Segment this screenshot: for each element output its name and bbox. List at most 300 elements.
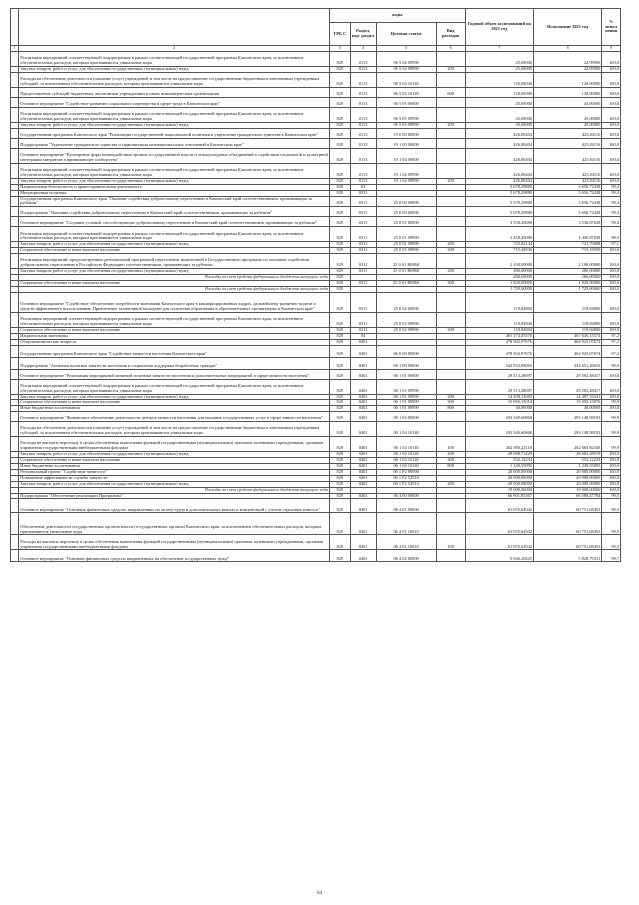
table-row — [11, 345, 621, 357]
row-target-article: 06 1 P2 52910 — [376, 481, 436, 487]
index-cell — [11, 227, 19, 242]
row-plan: 293 340,60868 — [465, 412, 533, 422]
row-plan: 61 055,64942 — [465, 513, 533, 535]
row-percent: 100,0 — [602, 458, 621, 464]
header-percent: % испол нения — [602, 9, 621, 46]
index-cell — [11, 550, 19, 562]
row-razdel: 0311 — [350, 280, 376, 286]
row-note: Расходы за счет средств федерального бюджета текущего года — [19, 487, 330, 493]
row-expense-type: 200 — [436, 481, 465, 487]
budget-table — [10, 8, 621, 562]
row-percent: 100,0 — [602, 67, 621, 73]
row-expense-type: 800 — [436, 464, 465, 470]
row-plan: 14 408,13083 — [465, 394, 533, 400]
row-plan: 29 513,28097 — [465, 369, 533, 379]
row-grbs: 829 — [329, 499, 350, 513]
row-razdel: 0401 — [350, 345, 376, 357]
row-percent: 100,0 — [602, 469, 621, 475]
row-name: Социальное обеспечение и иные выплаты населению — [19, 280, 330, 286]
row-name: Реализация мероприятий соответствующей подпрограммы в рамках соответствующей государственной программы Камчатского края, за исключением обеспечительных расходов, которым присваиваются уникальные коды — [19, 227, 330, 242]
index-cell — [11, 379, 19, 394]
row-percent: 100,0 — [602, 254, 621, 269]
row-name: Социальное обеспечение и иные выплаты населению — [19, 327, 330, 333]
row-target-article: 06 5 04 09990 — [376, 52, 436, 67]
row-expense-type — [436, 148, 465, 163]
row-grbs: 829 — [329, 227, 350, 242]
header-name-cell — [19, 9, 330, 46]
row-plan: 45,00000 — [465, 107, 533, 122]
row-plan: 25,00000 — [465, 52, 533, 67]
row-plan: 45,00000 — [465, 122, 533, 128]
row-expense-type: 100 — [436, 437, 465, 452]
row-percent: 100,0 — [602, 138, 621, 148]
row-name: Расходы на обеспечение деятельности (оказание услуг) учреждений, в том числе на предоставление государственным бюджетным и автономным учреждениям субсидий, за исключением обеспечительных расходов, которым присваиваются уникальные коды — [19, 422, 330, 437]
row-plan: 552,12234 — [465, 458, 533, 464]
row-percent: 99,4 — [602, 184, 621, 190]
row-razdel: 0401 — [350, 458, 376, 464]
row-expense-type: 600 — [436, 87, 465, 97]
row-note: Расходы за счет средств федерального бюджета текущего года — [19, 275, 330, 281]
row-target-article: 25 0 01 00000 — [376, 217, 436, 227]
table-row — [11, 72, 621, 87]
table-row — [11, 148, 621, 163]
table-row — [11, 422, 621, 437]
row-plan: 120,00000 — [465, 87, 533, 97]
column-number: 2 — [19, 46, 330, 52]
row-expense-type — [436, 292, 465, 312]
row-name: Региональный проект "Содействие занятости" — [19, 469, 330, 475]
header-grbs: ГРБ С — [329, 23, 350, 46]
row-target-article: 06 4 01 00000 — [376, 499, 436, 513]
row-expense-type — [436, 254, 465, 269]
row-razdel: 0311 — [350, 190, 376, 196]
row-expense-type: 200 — [436, 122, 465, 128]
row-razdel: 0113 — [350, 107, 376, 122]
row-percent: 99,9 — [602, 357, 621, 369]
row-grbs: 829 — [329, 254, 350, 269]
row-execution: 5 828,79331 — [533, 550, 601, 562]
row-grbs: 829 — [329, 357, 350, 369]
row-grbs: 829 — [329, 122, 350, 128]
row-expense-type — [436, 138, 465, 148]
row-execution: 342 651,46610 — [533, 357, 601, 369]
row-razdel: 0401 — [350, 499, 376, 513]
row-target-article: 06 1 04 10140 — [376, 437, 436, 452]
index-cell — [11, 513, 19, 535]
row-expense-type — [436, 52, 465, 67]
row-percent: 99,9 — [602, 412, 621, 422]
row-razdel: 0113 — [350, 128, 376, 138]
row-target-article: 06 5 05 00000 — [376, 97, 436, 107]
row-expense-type — [436, 345, 465, 357]
row-grbs: 829 — [329, 327, 350, 333]
row-percent: 100,0 — [602, 464, 621, 470]
row-grbs: 829 — [329, 345, 350, 357]
row-grbs: 829 — [329, 128, 350, 138]
row-grbs: 829 — [329, 312, 350, 327]
row-name: Основное мероприятие "Создание условий, способствующих добровольному переселению в Камчатский край соотечественников, проживающих за рубежом" — [19, 217, 330, 227]
row-name: Национальная безопасность и правоохранительная деятельность — [19, 184, 330, 190]
row-expense-type — [436, 72, 465, 87]
row-name: Реализация мероприятий соответствующей подпрограммы в рамках соответствующей государственной программы Камчатского края, за исключением обеспечительных расходов, которым присваиваются уникальные коды — [19, 379, 330, 394]
row-razdel: 0401 — [350, 493, 376, 499]
row-razdel: 0311 — [350, 242, 376, 248]
row-plan: 5 846,20425 — [465, 550, 533, 562]
row-execution: 464 925,07674 — [533, 345, 601, 357]
index-cell — [11, 422, 19, 437]
row-name: Предоставление субсидий бюджетным, автономным учреждениям и иным некоммерческим организациям — [19, 87, 330, 97]
row-grbs: 829 — [329, 437, 350, 452]
row-razdel: 0401 — [350, 394, 376, 400]
column-number: 5 — [376, 46, 436, 52]
row-expense-type: 800 — [436, 406, 465, 412]
row-grbs: 829 — [329, 217, 350, 227]
row-razdel: 0113 — [350, 163, 376, 178]
index-cell — [11, 292, 19, 312]
row-execution: 45,00000 — [533, 122, 601, 128]
row-plan: 66 901,85367 — [465, 493, 533, 499]
row-plan: 1 249,55095 — [465, 464, 533, 470]
row-expense-type: 300 — [436, 248, 465, 254]
row-grbs: 829 — [329, 87, 350, 97]
row-plan: 342 853,88065 — [465, 357, 533, 369]
row-razdel: 0401 — [350, 475, 376, 481]
row-grbs: 829 — [329, 248, 350, 254]
row-target-article: 25 0 01 09990 — [376, 227, 436, 242]
table-row — [11, 207, 621, 217]
row-execution: 14 407,33341 — [533, 394, 601, 400]
row-razdel: 03 — [350, 184, 376, 190]
row-expense-type: 200 — [436, 452, 465, 458]
row-execution: 20 000,00000 — [533, 469, 601, 475]
row-plan: 119,84800 — [465, 327, 533, 333]
row-grbs: 829 — [329, 190, 350, 196]
row-target-article: 06 1 01 09990 — [376, 400, 436, 406]
row-razdel: 0401 — [350, 339, 376, 345]
row-grbs: 829 — [329, 196, 350, 207]
row-razdel: 0311 — [350, 248, 376, 254]
row-grbs: 829 — [329, 481, 350, 487]
row-plan: 25,00000 — [465, 67, 533, 73]
row-razdel: 0113 — [350, 52, 376, 67]
row-target-article: 25 0 01 09990 — [376, 248, 436, 254]
row-name: Подпрограмма "Активная политика занятости населения и социальная поддержка безработных граждан" — [19, 357, 330, 369]
row-execution: 60 751,68453 — [533, 535, 601, 550]
row-percent: 99,4 — [602, 196, 621, 207]
row-grbs: 829 — [329, 535, 350, 550]
row-execution: 19 000,00000 — [533, 487, 601, 493]
row-percent: 97,2 — [602, 345, 621, 357]
row-note: Расходы за счет средств федерального бюджета текущего года — [19, 286, 330, 292]
row-execution: 29 502,48417 — [533, 379, 601, 394]
row-execution: 20 000,00000 — [533, 481, 601, 487]
row-target-article: 06 5 04 10140 — [376, 87, 436, 97]
row-percent: 100,0 — [602, 163, 621, 178]
row-percent: 99,9 — [602, 400, 621, 406]
table-row — [11, 217, 621, 227]
row-target-article: 25 0 01 R0860 — [376, 280, 436, 286]
row-grbs: 829 — [329, 475, 350, 481]
row-grbs: 829 — [329, 412, 350, 422]
row-target-article: 25 0 00 00000 — [376, 196, 436, 207]
row-name: Расходы на выплаты персоналу в целях обеспечения выполнения функций государственными (муниципальными) органами, казенными учреждениями, органами управления государственными внебюджетными фондами — [19, 535, 330, 550]
row-name: Социальное обеспечение и иные выплаты населению — [19, 248, 330, 254]
row-target-article: 06 1 04 10140 — [376, 458, 436, 464]
row-plan: 5 678,29880 — [465, 196, 533, 207]
row-plan: 2 100,00000 — [465, 254, 533, 269]
row-target-article: 06 5 04 09990 — [376, 67, 436, 73]
column-number: 7 — [465, 46, 533, 52]
row-grbs: 829 — [329, 339, 350, 345]
row-expense-type — [436, 513, 465, 535]
row-razdel: 04 — [350, 333, 376, 339]
table-row — [11, 312, 621, 327]
row-grbs: 829 — [329, 333, 350, 339]
row-razdel: 0311 — [350, 292, 376, 312]
header-razdel: Раздел, под- раздел — [350, 23, 376, 46]
row-execution: 721,70688 — [533, 242, 601, 248]
row-grbs: 829 — [329, 72, 350, 87]
row-target-article: 06 4 01 10010 — [376, 535, 436, 550]
row-grbs: 829 — [329, 406, 350, 412]
row-percent: 99,4 — [602, 217, 621, 227]
row-expense-type: 200 — [436, 242, 465, 248]
row-razdel: 0311 — [350, 327, 376, 333]
row-percent: 99,5 — [602, 493, 621, 499]
row-plan: 120,00000 — [465, 72, 533, 87]
row-name: Закупка товаров, работ и услуг для обеспечения государственных (муниципальных) нужд — [19, 178, 330, 184]
row-expense-type: 300 — [436, 400, 465, 406]
row-execution: 20 000,00000 — [533, 475, 601, 481]
index-cell — [11, 254, 19, 269]
row-grbs: 829 — [329, 280, 350, 286]
row-name: Основное мероприятие "Основные финансовых средств, направленных на оплату труда и дополнительных выплат и компенсаций с учетом страховых взносов" — [19, 499, 330, 513]
row-percent: 100,0 — [602, 406, 621, 412]
row-name: Расходы на выплаты персоналу в целях обеспечения выполнения функций государственными (муниципальными) органами, казенными учреждениями, органами управления государственными внебюджетными фондами — [19, 437, 330, 452]
row-percent: 100,0 — [602, 394, 621, 400]
row-razdel: 0401 — [350, 469, 376, 475]
row-expense-type: 300 — [436, 327, 465, 333]
row-razdel: 0311 — [350, 254, 376, 269]
row-expense-type — [436, 107, 465, 122]
row-plan: 5 678,29880 — [465, 207, 533, 217]
row-plan: 45,00000 — [465, 97, 533, 107]
row-expense-type — [436, 312, 465, 327]
row-razdel: 0401 — [350, 412, 376, 422]
row-target-article: 06 1 00 00000 — [376, 357, 436, 369]
row-execution: 715,16950 — [533, 248, 601, 254]
row-execution: 119,84800 — [533, 312, 601, 327]
row-name: Реализация мероприятий, предусмотренных региональной программой переселения, включенной в Государственную программу по оказанию содействия добровольному переселению в Российскую Федерацию соотечественников, проживающих за рубежом — [19, 254, 330, 269]
row-name: Закупка товаров, работ и услуг для обеспечения государственных (муниципальных) нужд — [19, 122, 330, 128]
row-percent: 100,0 — [602, 312, 621, 327]
row-target-article: 19 1 04 09990 — [376, 178, 436, 184]
row-target-article: 06 1 01 00000 — [376, 369, 436, 379]
row-name: Основное мероприятие "Расширение форм взаимодействия органов государственной власти и этнокультурных объединений в содействии социальной и культурной интеграции мигрантов в принимающее сообщество" — [19, 148, 330, 163]
row-target-article: 19 1 04 09990 — [376, 163, 436, 178]
row-target-article: 06 4 00 00000 — [376, 493, 436, 499]
row-name: Закупка товаров, работ и услуг для обеспечения государственных (муниципальных) нужд — [19, 452, 330, 458]
row-grbs: 829 — [329, 286, 350, 292]
column-number: 3 — [329, 46, 350, 52]
header-expense-type: Вид расходов — [436, 23, 465, 46]
row-target-article: 06 1 01 09990 — [376, 406, 436, 412]
row-name: Иные бюджетные ассигнования — [19, 464, 330, 470]
row-expense-type: 100 — [436, 535, 465, 550]
row-percent: 100,0 — [602, 292, 621, 312]
row-target-article: 25 0 01 R0860 — [376, 254, 436, 269]
table-row — [11, 379, 621, 394]
row-name: Социальное обеспечение и иные выплаты населению — [19, 458, 330, 464]
row-name: Расходы на обеспечение деятельности (оказание услуг) учреждений, в том числе на предоставление государственным бюджетным и автономным учреждениям субсидий, за исключением обеспечительных расходов, которым присваиваются уникальные коды — [19, 72, 330, 87]
row-name: Подпрограмма "Укрепление гражданского единства и гармонизация межнациональных отношений в Камчатском крае" — [19, 138, 330, 148]
row-plan: 5 678,29880 — [465, 184, 533, 190]
row-expense-type: 300 — [436, 458, 465, 464]
row-percent: 97,2 — [602, 339, 621, 345]
index-cell — [11, 87, 19, 97]
row-name: Основное мероприятие "Основное финансовых средств, направленных на обеспечение государственных нужд" — [19, 550, 330, 562]
row-target-article: 06 1 P2 52910 — [376, 475, 436, 481]
table-body — [11, 52, 621, 562]
row-percent: 100,0 — [602, 148, 621, 163]
row-percent: 100,0 — [602, 107, 621, 122]
row-expense-type — [436, 128, 465, 138]
page-number: 64 — [317, 891, 322, 896]
row-plan: 293 340,60868 — [465, 422, 533, 437]
header-target-article: Целевая статья — [376, 23, 436, 46]
row-plan: 61 055,64942 — [465, 499, 533, 513]
table-row — [11, 369, 621, 379]
row-execution: 66 580,47784 — [533, 493, 601, 499]
row-grbs: 829 — [329, 52, 350, 67]
row-razdel: 0113 — [350, 148, 376, 163]
row-name: Основное мероприятие "Реализация мероприятий активной политики занятости населения и дополнительных мероприятий в сфере занятости населения" — [19, 369, 330, 379]
row-name: Реализация мероприятий соответствующей подпрограммы в рамках соответствующей государственной программы Камчатского края, за исключением обеспечительных расходов, которым присваиваются уникальные коды — [19, 312, 330, 327]
row-expense-type: 200 — [436, 67, 465, 73]
row-grbs: 829 — [329, 178, 350, 184]
table-row — [11, 52, 621, 67]
index-cell — [11, 138, 19, 148]
row-expense-type — [436, 217, 465, 227]
header-index-cell — [11, 9, 19, 46]
table-row — [11, 357, 621, 369]
row-razdel: 0113 — [350, 87, 376, 97]
row-percent: 98,5 — [602, 227, 621, 242]
index-cell — [11, 535, 19, 550]
row-plan: 262 850,22110 — [465, 437, 533, 452]
row-target-article: 06 1 04 10140 — [376, 464, 436, 470]
row-percent: 99,5 — [602, 535, 621, 550]
row-expense-type — [436, 379, 465, 394]
row-execution: 60 751,68453 — [533, 499, 601, 513]
row-grbs: 829 — [329, 422, 350, 437]
row-razdel: 0401 — [350, 513, 376, 535]
row-percent: 100,0 — [602, 269, 621, 275]
row-execution: 119,84800 — [533, 327, 601, 333]
row-grbs: 829 — [329, 469, 350, 475]
row-expense-type — [436, 163, 465, 178]
row-grbs: 829 — [329, 67, 350, 73]
row-plan: 426,00404 — [465, 163, 533, 178]
row-grbs: 829 — [329, 487, 350, 493]
index-cell — [11, 128, 19, 138]
row-plan: 1 820,00000 — [465, 280, 533, 286]
row-percent: 99,5 — [602, 513, 621, 535]
row-execution: 425,84116 — [533, 178, 601, 184]
row-name: Основное мероприятие "Финансовое обеспечение деятельности центров занятости населения для оказания государственных услуг в сфере занятости населения" — [19, 412, 330, 422]
index-cell — [11, 72, 19, 87]
row-plan: 40,00000 — [465, 406, 533, 412]
row-plan: 61 055,64942 — [465, 535, 533, 550]
row-grbs: 829 — [329, 107, 350, 122]
row-execution: 24,99900 — [533, 67, 601, 73]
row-percent: 100,0 — [602, 481, 621, 487]
index-cell — [11, 412, 19, 422]
row-razdel: 0401 — [350, 437, 376, 452]
row-percent: 100,0 — [602, 379, 621, 394]
row-target-article: 06 4 01 10010 — [376, 513, 436, 535]
row-name: Государственная программа Камчатского края "Оказание содействия добровольному переселению в Камчатский край соотечественников, проживающих за рубежом" — [19, 196, 330, 207]
table-row — [11, 513, 621, 535]
row-execution: 40,00000 — [533, 406, 601, 412]
row-execution: 425,84116 — [533, 163, 601, 178]
row-execution: 464 925,07674 — [533, 339, 601, 345]
row-grbs: 829 — [329, 163, 350, 178]
row-grbs: 829 — [329, 379, 350, 394]
row-percent: 97,1 — [602, 242, 621, 248]
row-target-article: 06 1 04 00000 — [376, 412, 436, 422]
row-name: Общеэкономические вопросы — [19, 339, 330, 345]
row-grbs: 829 — [329, 458, 350, 464]
table-row — [11, 128, 621, 138]
row-expense-type — [436, 369, 465, 379]
row-expense-type: 300 — [436, 280, 465, 286]
row-percent: 99,4 — [602, 190, 621, 196]
table-row — [11, 227, 621, 242]
row-percent: 100,0 — [602, 275, 621, 281]
row-plan: 743,02144 — [465, 242, 533, 248]
table-row — [11, 138, 621, 148]
row-grbs: 829 — [329, 493, 350, 499]
row-execution: 293 148,98193 — [533, 422, 601, 437]
row-plan: 1 458,45080 — [465, 227, 533, 242]
index-cell — [11, 207, 19, 217]
index-cell — [11, 196, 19, 207]
table-row — [11, 550, 621, 562]
column-number: 1 — [11, 46, 19, 52]
row-percent: 100,0 — [602, 128, 621, 138]
index-cell — [11, 357, 19, 369]
row-expense-type — [436, 196, 465, 207]
row-target-article: 06 1 P2 00000 — [376, 469, 436, 475]
row-razdel: 0311 — [350, 312, 376, 327]
row-execution: 425,84116 — [533, 128, 601, 138]
row-percent: 100,0 — [602, 487, 621, 493]
row-percent: 100,0 — [602, 327, 621, 333]
row-name: Государственная программа Камчатского края "Содействие занятости населения Камчатского края" — [19, 345, 330, 357]
row-razdel: 0401 — [350, 406, 376, 412]
row-plan: 3 558,45080 — [465, 217, 533, 227]
row-execution: 1 436,87638 — [533, 227, 601, 242]
index-cell — [11, 148, 19, 163]
index-cell — [11, 217, 19, 227]
row-percent: 100,0 — [602, 72, 621, 87]
row-name: Реализация мероприятий соответствующей подпрограммы в рамках соответствующей государственной программы Камчатского края, за исключением обеспечительных расходов, которым присваиваются уникальные коды — [19, 52, 330, 67]
row-plan: 280,00000 — [465, 269, 533, 275]
row-execution: 120,00000 — [533, 87, 601, 97]
row-target-article: 25 0 00 00000 — [376, 207, 436, 217]
row-expense-type — [436, 422, 465, 437]
